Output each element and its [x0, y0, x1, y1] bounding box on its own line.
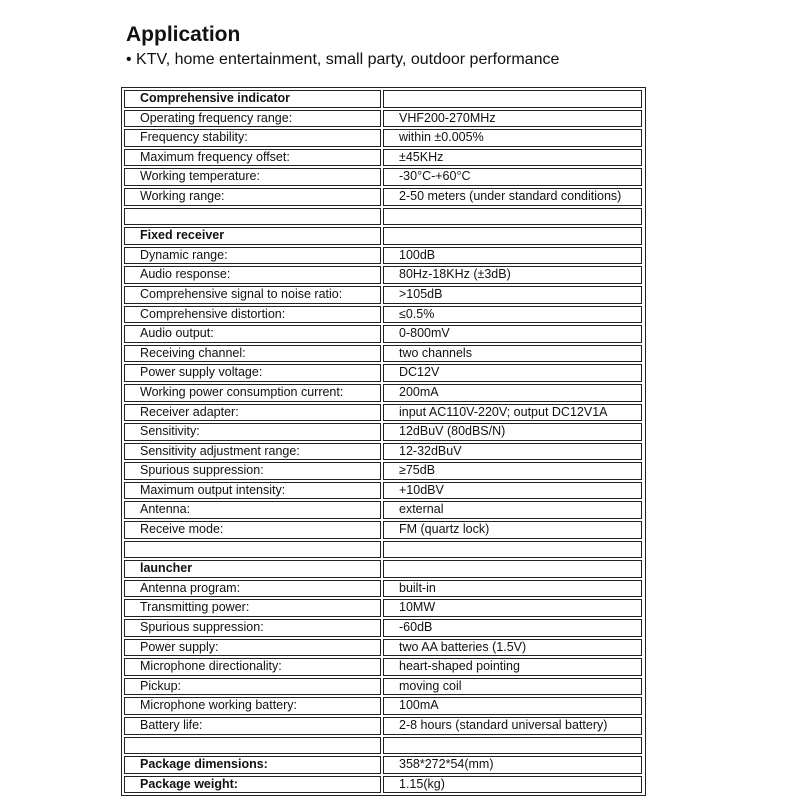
- spec-label-cell: Package dimensions:: [124, 756, 381, 774]
- spec-value-cell: VHF200-270MHz: [383, 110, 642, 128]
- table-row: [123, 363, 644, 383]
- table-row: [123, 638, 644, 658]
- spec-label-cell: Comprehensive indicator: [124, 90, 381, 108]
- table-row: [123, 442, 644, 462]
- spec-value-cell: 1.15(kg): [383, 776, 642, 794]
- spec-value-cell: input AC110V-220V; output DC12V1A: [383, 404, 642, 422]
- page-title: Application: [126, 23, 241, 46]
- spec-label-cell: Sensitivity:: [124, 423, 381, 441]
- table-row: [123, 755, 644, 775]
- table-row: [123, 344, 644, 364]
- spec-value-cell: [383, 737, 642, 755]
- spec-label-cell: Spurious suppression:: [124, 462, 381, 480]
- table-row: [123, 305, 644, 325]
- spec-value-cell: 100dB: [383, 247, 642, 265]
- table-row: [123, 403, 644, 423]
- table-row: [123, 109, 644, 129]
- spec-label-cell: Power supply voltage:: [124, 364, 381, 382]
- table-row: [123, 128, 644, 148]
- spec-value-cell: -30°C-+60°C: [383, 168, 642, 186]
- spec-value-cell: ≥75dB: [383, 462, 642, 480]
- spec-value-cell: 100mA: [383, 697, 642, 715]
- spec-label-cell: Working range:: [124, 188, 381, 206]
- table-row: [123, 187, 644, 207]
- spec-value-cell: +10dBV: [383, 482, 642, 500]
- table-row: [123, 736, 644, 756]
- spec-value-cell: external: [383, 501, 642, 519]
- table-row: [123, 461, 644, 481]
- spec-label-cell: Receiver adapter:: [124, 404, 381, 422]
- table-row: [123, 500, 644, 520]
- spec-value-cell: 10MW: [383, 599, 642, 617]
- spec-value-cell: 358*272*54(mm): [383, 756, 642, 774]
- spec-label-cell: Microphone working battery:: [124, 697, 381, 715]
- spec-value-cell: FM (quartz lock): [383, 521, 642, 539]
- spec-label-cell: Maximum output intensity:: [124, 482, 381, 500]
- spec-label-cell: Dynamic range:: [124, 247, 381, 265]
- spec-label-cell: Package weight:: [124, 776, 381, 794]
- table-row: [123, 598, 644, 618]
- spec-label-cell: [124, 208, 381, 226]
- spec-value-cell: 0-800mV: [383, 325, 642, 343]
- table-row: [123, 657, 644, 677]
- spec-label-cell: Working temperature:: [124, 168, 381, 186]
- table-row: [123, 324, 644, 344]
- spec-label-cell: Sensitivity adjustment range:: [124, 443, 381, 461]
- spec-label-cell: Pickup:: [124, 678, 381, 696]
- spec-value-cell: [383, 541, 642, 559]
- table-row: [123, 559, 644, 579]
- table-row: [123, 285, 644, 305]
- table-row: [123, 481, 644, 501]
- table-row: [123, 265, 644, 285]
- spec-label-cell: Audio output:: [124, 325, 381, 343]
- specification-table: [121, 87, 646, 796]
- spec-label-cell: Audio response:: [124, 266, 381, 284]
- spec-label-cell: Operating frequency range:: [124, 110, 381, 128]
- spec-value-cell: [383, 90, 642, 108]
- spec-label-cell: Spurious suppression:: [124, 619, 381, 637]
- spec-value-cell: within ±0.005%: [383, 129, 642, 147]
- table-row: [123, 246, 644, 266]
- table-row: [123, 618, 644, 638]
- spec-value-cell: DC12V: [383, 364, 642, 382]
- spec-label-cell: Microphone directionality:: [124, 658, 381, 676]
- spec-label-cell: Working power consumption current:: [124, 384, 381, 402]
- spec-value-cell: [383, 227, 642, 245]
- spec-value-cell: [383, 208, 642, 226]
- table-row: [123, 696, 644, 716]
- spec-value-cell: 80Hz-18KHz (±3dB): [383, 266, 642, 284]
- spec-label-cell: Antenna:: [124, 501, 381, 519]
- spec-value-cell: >105dB: [383, 286, 642, 304]
- spec-label-cell: Power supply:: [124, 639, 381, 657]
- table-row: [123, 383, 644, 403]
- table-row: [123, 422, 644, 442]
- spec-label-cell: Frequency stability:: [124, 129, 381, 147]
- spec-value-cell: heart-shaped pointing: [383, 658, 642, 676]
- spec-label-cell: Transmitting power:: [124, 599, 381, 617]
- spec-label-cell: Receive mode:: [124, 521, 381, 539]
- spec-label-cell: Fixed receiver: [124, 227, 381, 245]
- table-row: [123, 89, 644, 109]
- table-row: [123, 716, 644, 736]
- spec-label-cell: launcher: [124, 560, 381, 578]
- spec-label-cell: Antenna program:: [124, 580, 381, 598]
- spec-value-cell: moving coil: [383, 678, 642, 696]
- spec-label-cell: Comprehensive signal to noise ratio:: [124, 286, 381, 304]
- spec-value-cell: 2-50 meters (under standard conditions): [383, 188, 642, 206]
- spec-value-cell: 200mA: [383, 384, 642, 402]
- table-row: [123, 207, 644, 227]
- spec-value-cell: [383, 560, 642, 578]
- table-row: [123, 520, 644, 540]
- spec-label-cell: [124, 541, 381, 559]
- spec-value-cell: two channels: [383, 345, 642, 363]
- spec-value-cell: -60dB: [383, 619, 642, 637]
- table-row: [123, 540, 644, 560]
- table-row: [123, 148, 644, 168]
- spec-label-cell: Comprehensive distortion:: [124, 306, 381, 324]
- spec-label-cell: Maximum frequency offset:: [124, 149, 381, 167]
- spec-value-cell: ±45KHz: [383, 149, 642, 167]
- application-description: • KTV, home entertainment, small party, outdoor performance: [126, 51, 560, 68]
- table-row: [123, 579, 644, 599]
- spec-label-cell: Battery life:: [124, 717, 381, 735]
- table-row: [123, 226, 644, 246]
- spec-value-cell: built-in: [383, 580, 642, 598]
- table-row: [123, 775, 644, 795]
- spec-label-cell: Receiving channel:: [124, 345, 381, 363]
- spec-value-cell: 2-8 hours (standard universal battery): [383, 717, 642, 735]
- table-row: [123, 677, 644, 697]
- spec-value-cell: ≤0.5%: [383, 306, 642, 324]
- table-row: [123, 167, 644, 187]
- spec-value-cell: two AA batteries (1.5V): [383, 639, 642, 657]
- spec-value-cell: 12dBuV (80dBS/N): [383, 423, 642, 441]
- spec-label-cell: [124, 737, 381, 755]
- spec-value-cell: 12-32dBuV: [383, 443, 642, 461]
